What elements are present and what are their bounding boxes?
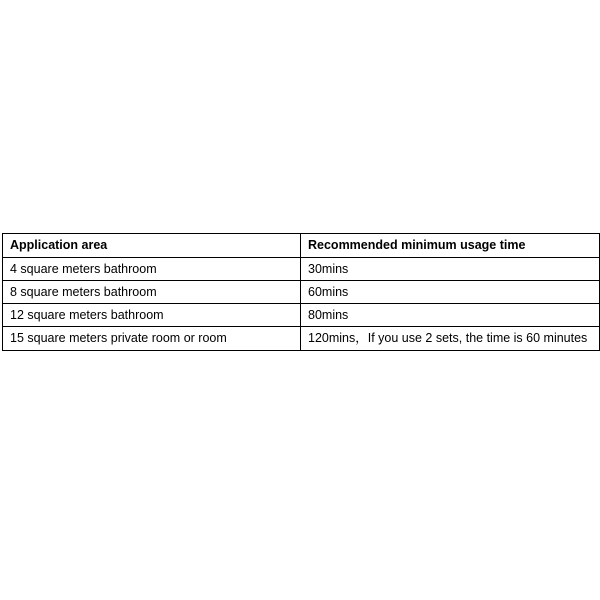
header-recommended-time: Recommended minimum usage time bbox=[301, 234, 600, 258]
table-row bbox=[3, 304, 600, 327]
cell-application-area: 12 square meters bathroom bbox=[3, 304, 301, 327]
table-row bbox=[3, 327, 600, 351]
cell-usage-time: 60mins bbox=[301, 281, 600, 304]
cell-application-area: 8 square meters bathroom bbox=[3, 281, 301, 304]
cell-usage-time: 80mins bbox=[301, 304, 600, 327]
header-application-area: Application area bbox=[3, 234, 301, 258]
table-row bbox=[3, 258, 600, 281]
usage-time-table bbox=[2, 233, 600, 351]
table-header-row bbox=[3, 234, 600, 258]
cell-usage-time: 30mins bbox=[301, 258, 600, 281]
cell-usage-time: 120mins，If you use 2 sets, the time is 60 minutes bbox=[301, 327, 600, 351]
table-row bbox=[3, 281, 600, 304]
cell-application-area: 15 square meters private room or room bbox=[3, 327, 301, 351]
cell-application-area: 4 square meters bathroom bbox=[3, 258, 301, 281]
